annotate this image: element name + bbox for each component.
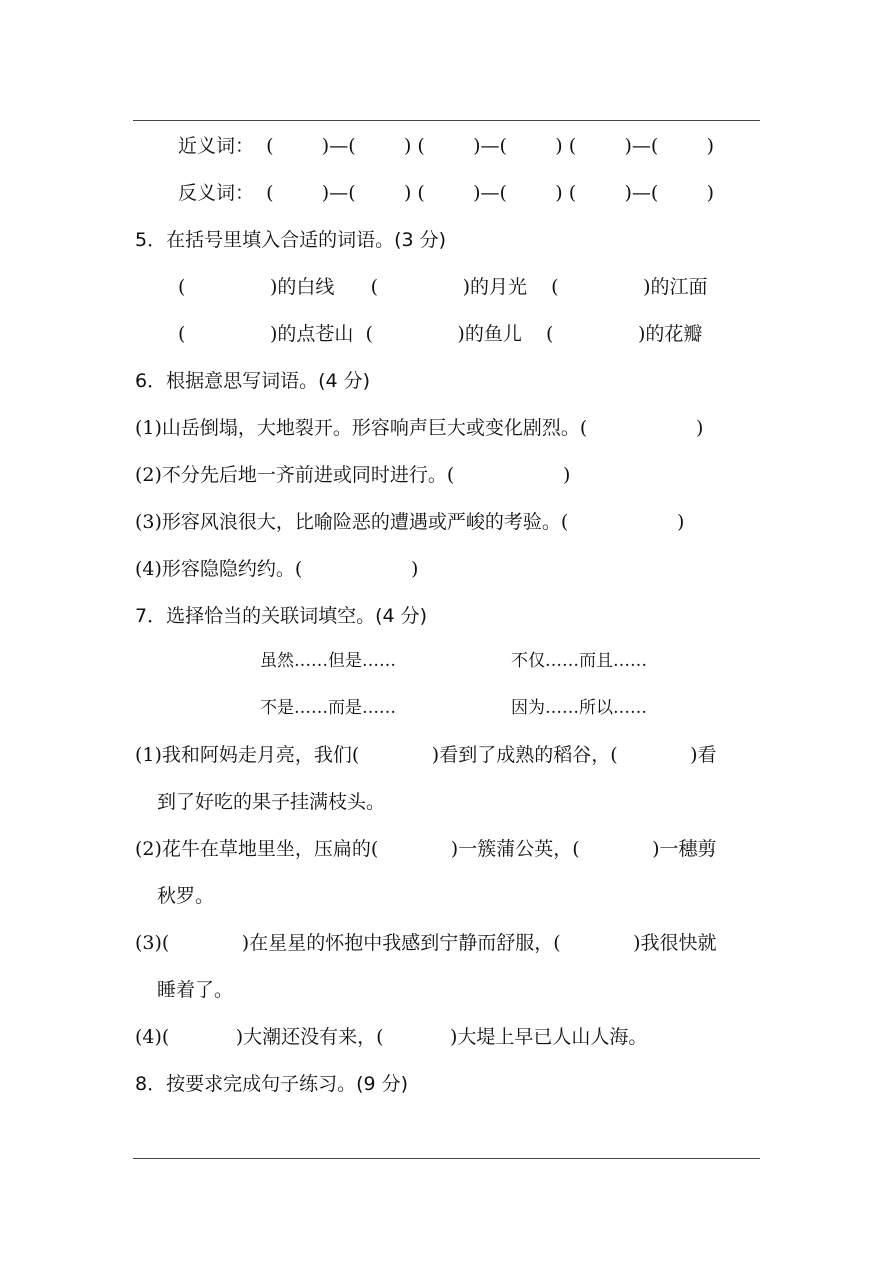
q5-title: 5．在括号里填入合适的词语。(3 分) — [135, 229, 447, 251]
q8-title: 8．按要求完成句子练习。(9 分) — [135, 1073, 409, 1095]
q6-item-4: (4)形容隐隐约约。( ) — [135, 558, 419, 580]
q7-item-3-line-1: (3)( )在星星的怀抱中我感到宁静而舒服，( )我很快就 — [135, 932, 717, 954]
q7-item-2-line-2: 秋罗。 — [157, 885, 215, 907]
q7-item-3-line-2: 睡着了。 — [157, 979, 234, 1001]
q7-item-4: (4)( )大潮还没有来，( )大堤上早已人山人海。 — [135, 1026, 648, 1048]
synonyms-row: 近义词： ( )—( ) ( )—( ) ( )—( ) — [178, 135, 715, 157]
q6-item-3: (3)形容风浪很大，比喻险恶的遭遇或严峻的考验。( ) — [135, 511, 685, 533]
q5-row-1: ( )的白线 ( )的月光 ( )的江面 — [178, 276, 708, 298]
q7-option-2: 不仅……而且…… — [511, 651, 647, 671]
q7-option-4: 因为……所以…… — [511, 698, 647, 718]
q7-title: 7．选择恰当的关联词填空。(4 分) — [135, 605, 428, 627]
top-rule — [133, 120, 760, 121]
antonyms-row: 反义词： ( )—( ) ( )—( ) ( )—( ) — [178, 182, 715, 204]
q7-item-1-line-1: (1)我和阿妈走月亮，我们( )看到了成熟的稻谷，( )看 — [135, 744, 717, 766]
q5-row-2: ( )的点苍山 ( )的鱼儿 ( )的花瓣 — [178, 323, 703, 345]
q6-item-2: (2)不分先后地一齐前进或同时进行。( ) — [135, 464, 571, 486]
q7-option-1: 虽然……但是…… — [260, 651, 396, 671]
bottom-rule — [133, 1158, 760, 1159]
q7-item-1-line-2: 到了好吃的果子挂满枝头。 — [157, 791, 386, 813]
q7-option-3: 不是……而是…… — [260, 698, 396, 718]
q6-item-1: (1)山岳倒塌，大地裂开。形容响声巨大或变化剧烈。( ) — [135, 417, 704, 439]
q6-title: 6．根据意思写词语。(4 分) — [135, 370, 371, 392]
q7-item-2-line-1: (2)花牛在草地里坐，压扁的( )一簇蒲公英，( )一穗剪 — [135, 838, 717, 860]
